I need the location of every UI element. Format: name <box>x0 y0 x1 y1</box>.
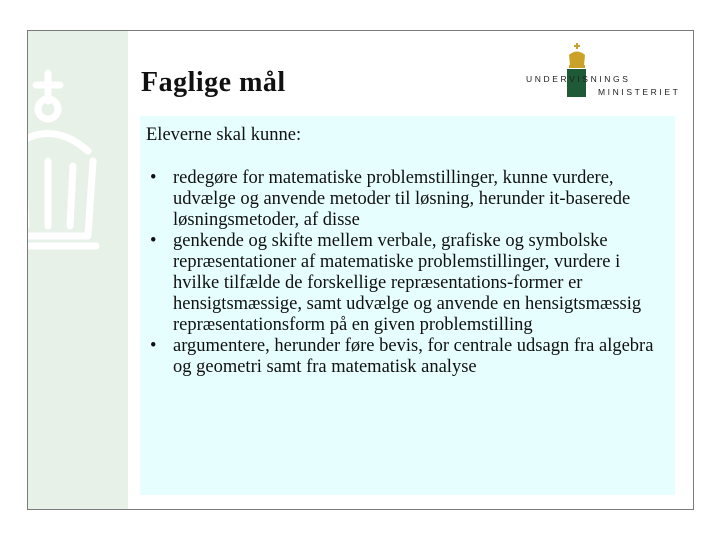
decorative-strip <box>28 31 128 509</box>
ministry-logo <box>523 43 683 103</box>
logo-line-1: UNDERVISNINGS <box>526 74 631 84</box>
logo-line-2: MINISTERIET <box>598 87 681 97</box>
crown-watermark-icon <box>27 61 128 261</box>
goals-list <box>146 168 667 378</box>
list-item: • redegøre for matematiske problemstillinger, kunne vurdere, udvælge og anvende metoder til løsning, herunder it-baserede løsningsmetoder, af disse <box>146 168 667 231</box>
list-item: • argumentere, herunder føre bevis, for centrale udsagn fra algebra og geometri samt fra matematisk analyse <box>146 336 667 378</box>
intro-text: Eleverne skal kunne: <box>146 125 302 145</box>
content-box <box>140 116 675 495</box>
list-item: • genkende og skifte mellem verbale, grafiske og symbolske repræsentationer af matematiske problemstillinger, vurdere i hvilke tilfælde de forskellige repræsentations-former er hensigtsmæssige, samt udvælge og anvende en hensigtsmæssig repræsentationsform på en given problemstilling <box>146 231 667 336</box>
slide <box>27 30 694 510</box>
crown-icon <box>567 43 587 69</box>
slide-title: Faglige mål <box>141 67 286 98</box>
